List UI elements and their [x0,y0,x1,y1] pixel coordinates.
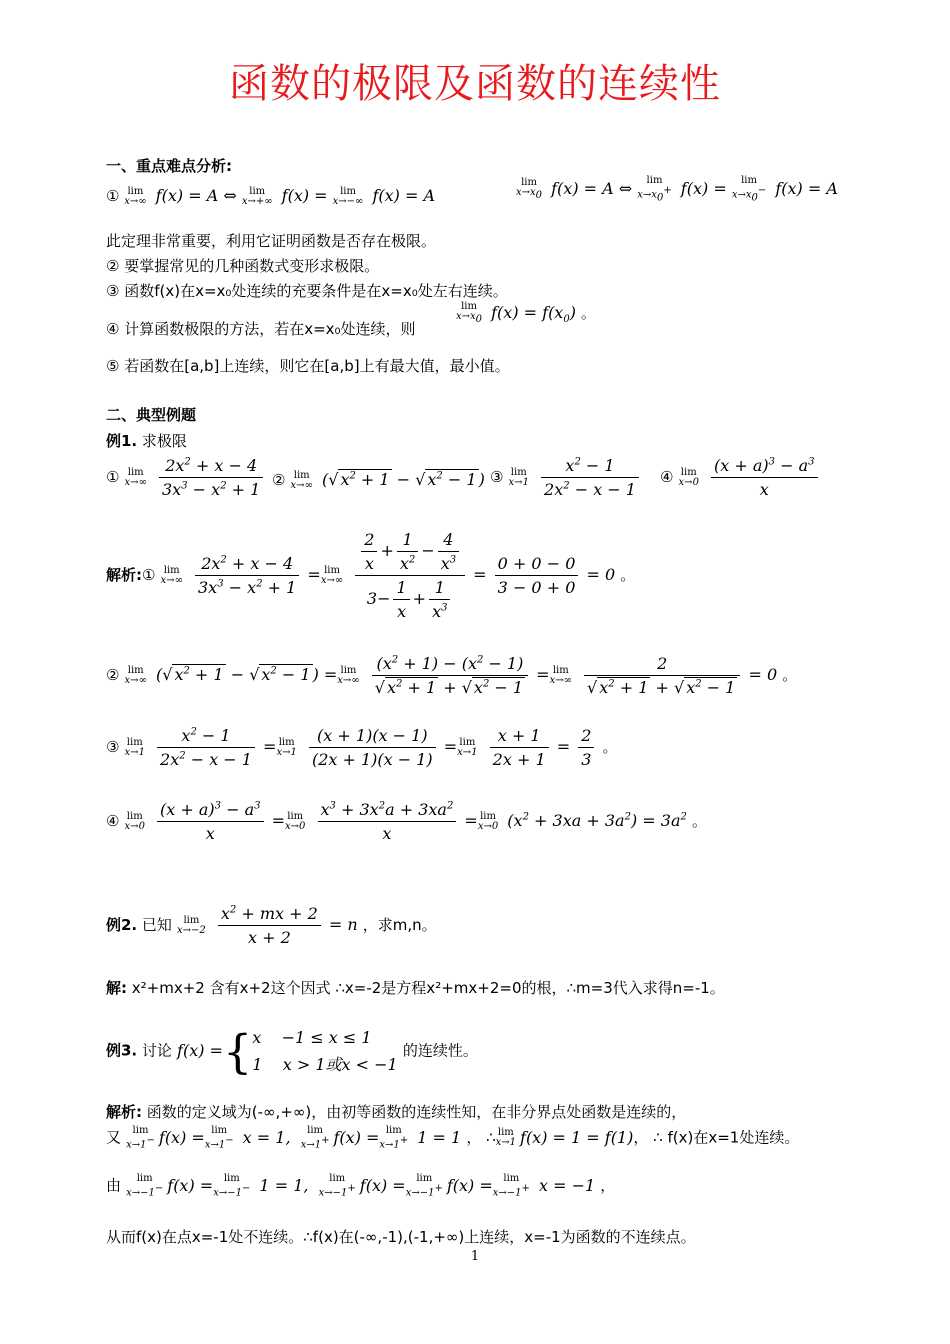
problem-2: ② lim x→∞ (√ $x^2 + 1$ − √ $x^2 - 1$ ) [272,469,485,491]
example-label: 例3. [106,1041,138,1060]
example-3-line2: 又 lim x→1− f(x) = lim x→1− x = 1, lim x→1+ f(x) = lim x→1+ 1 = 1 ， ∴ lim x→1 f(x) = 1 = f(1)， ∴ f(x)在x=1处连续。 [106,1125,800,1151]
section-heading-2: 二、典型例题 [106,406,197,424]
problem-1: ① lim x→∞ $\frac{2x^2 + x - 4}{3x^3 - x^2 + 1}$ [106,456,266,499]
example-3: 例3. 讨论 f(x) ={x −1 ≤ x ≤ 1 1 x > 1或x < −1 的连续性。 [106,1024,478,1079]
solution-4: ④ lim x→0 $\frac{(x + a)^3 - a^3}{x}$ = lim x→0 $\frac{x^3 + 3x^2a + 3xa^2}{x}$ = lim x→0 $(x^2 + 3xa + 3a^2) = 3a^2$ 。 [106,800,707,843]
text-line: ③ 函数f(x)在x=x₀处连续的充要条件是在x=x₀处左右连续。 [106,282,508,300]
page-title: 函数的极限及函数的连续性 [229,61,721,107]
period: 。 [581,304,597,322]
example-2-solution: 解: x²+mx+2 含有x+2这个因式 ∴x=-2是方程x²+mx+2=0的根，∴m=3代入求得n=-1。 [106,979,725,997]
solution-3: ③ lim x→1 $\frac{x^2 - 1}{2x^2 - x - 1}$ = lim x→1 $\frac{(x + 1)(x - 1)}{(2x + 1)(x - 1)}$ = lim x→1 $\frac{x + 1}{2x + 1}$ = $\frac{2}{3}$ 。 [106,726,618,769]
solution-2: ② lim x→∞ (√ $x^2 + 1$ − √ $x^2 - 1$ ) = lim x→∞ $\frac{(x^2 + 1) - (x^2 - 1)}{√ x^2 + 1 + √ x^2 - 1}$ = lim x→∞ $\frac{2}{√ x^2 + 1 + √ x^2 - 1}$ = 0 。 [106,654,798,697]
problem-3: ③ lim x→1 $\frac{x^2 - 1}{2x^2 - x - 1}$ [490,456,642,499]
formula-limit-infinity: ① lim x→∞ f(x) = A ⇔ lim x→+∞ f(x) = lim x→−∞ f(x) = A [106,185,436,207]
text-line: ④ 计算函数极限的方法，若在x=x₀处连续，则 [106,320,416,338]
text-line: 此定理非常重要，利用它证明函数是否存在极限。 [106,232,437,250]
example-label: 例1. [106,432,138,450]
text-line: ② 要掌握常见的几种函数式变形求极限。 [106,257,380,275]
example-3-solution: 解析: 函数的定义域为(-∞,+∞)，由初等函数的连续性知，在非分界点处函数是连续的， [106,1103,687,1121]
page-number: 1 [470,1249,480,1264]
example-1-prompt: 例1. 求极限 [106,432,187,450]
solution-label: 解: [106,979,127,997]
example-3-line3: 由 lim x→−1− f(x) = lim x→−1− 1 = 1, lim x→−1+ f(x) = lim x→−1+ f(x) = lim x→−1+ x = −1 ， [106,1173,616,1199]
example-label: 例2. [106,916,138,934]
problem-4: ④ lim x→0 $\frac{(x + a)^3 - a^3}{x}$ [660,456,821,499]
example-3-conclusion: 从而f(x)在点x=-1处不连续。∴f(x)在(-∞,-1),(-1,+∞)上连续，x=-1为函数的不连续点。 [106,1228,696,1246]
solution-label: 解析: [106,1103,142,1121]
formula-limit-x0: lim $x\to x_0$ f(x) = A ⇔ lim $x\to x_0^+$ f(x) = lim $x\to x_0^-$ f(x) = A [516,175,838,204]
section-heading-1: 一、重点难点分析: [106,157,232,175]
solution-label: 解析: [106,566,142,584]
solution-1: 解析:① lim x→∞ $\frac{2x^2 + x - 4}{3x^3 - x^2 + 1}$ = lim x→∞ $\frac{2}{x}$ + $\frac{1}{x^2}$ − $\frac{4}{x^3}$ 3− $\frac{1}{x}$ + $\frac{1}{x^3}$ = $\frac{0 + 0 - 0}{3 - 0 + 0}$ = 0 。 [106,530,636,621]
item-number: ① [106,187,120,205]
formula-continuity: lim $x\to x_0$ $f(x) = f(x_0)$ 。 [456,301,597,326]
text-line: ⑤ 若函数在[a,b]上连续，则它在[a,b]上有最大值，最小值。 [106,357,510,375]
example-2: 例2. 已知 lim x→−2 $\frac{x^2 + mx + 2}{x + 2}$ = n ，求m,n。 [106,904,437,947]
